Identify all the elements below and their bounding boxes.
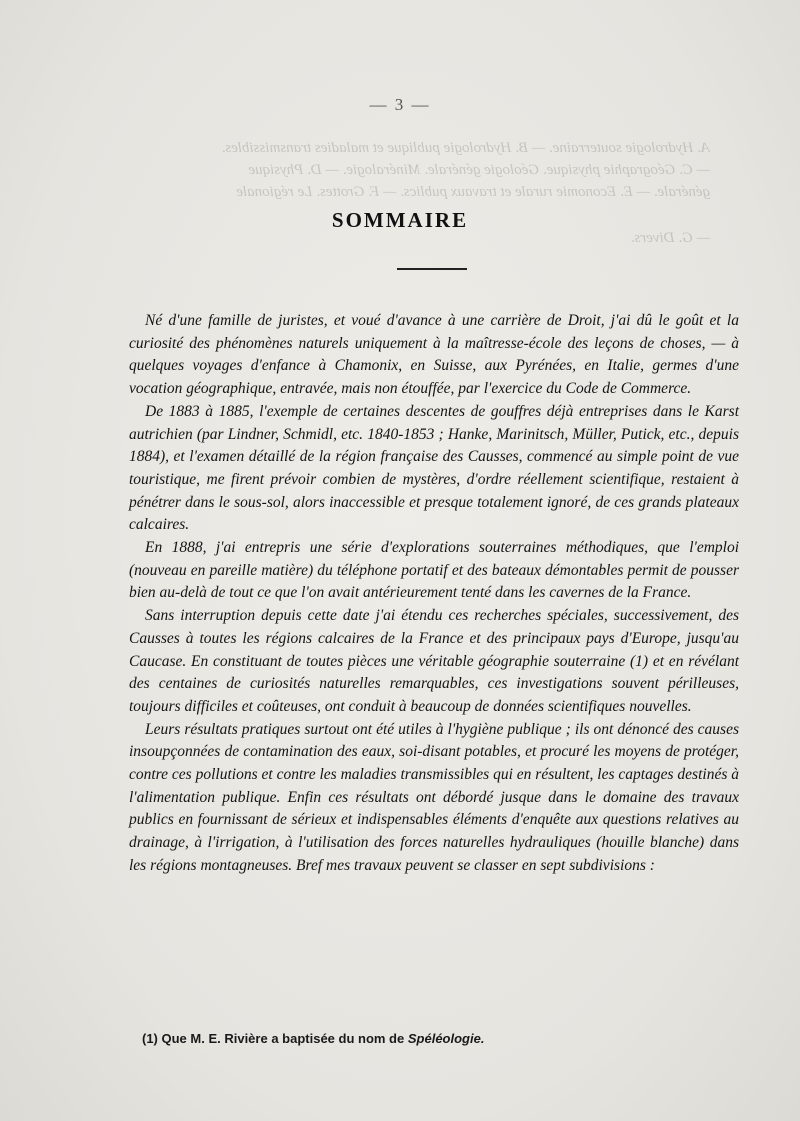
paragraph: Né d'une famille de juristes, et voué d'avance à une carrière de Droit, j'ai dû le goût et la curiosité des phénomènes naturels uniquement à la maîtresse-école des leçons de choses, — à quelques voyages d'enfance à Chamonix, en Suisse, aux Pyrénées, en Italie, germes d'une vocation géographique, entravée, mais non étouffée, par l'exercice du Code de Commerce.	[129, 312, 739, 398]
paragraph: Sans interruption depuis cette date j'ai étendu ces recherches spéciales, successivement, des Causses à toutes les régions calcaires de la France et des principaux pays d'Europe, jusqu'au Caucase. En constituant de toutes pièces une véritable géographie souterraine (1) et en révélant des centaines de curiosités naturelles remarquables, ces investigations souvent périlleuses, toujours difficiles et coûteuses, ont conduit à beaucoup de données scientifiques nouvelles.	[129, 607, 739, 715]
body-text	[129, 310, 739, 878]
paragraph: Leurs résultats pratiques surtout ont été utiles à l'hygiène publique ; ils ont dénoncé des causes insoupçonnées de contamination des eaux, soi-disant potables, et procuré les moyens de protéger, contre ces pollutions et contre les maladies transmissibles qui en résultent, les captages destinés à l'alimentation publique. Enfin ces résultats ont débordé jusque dans le domaine des travaux publics en fournissant de sérieux et indispensables éléments d'enquête aux questions relatives au drainage, à l'irrigation, à l'utilisation des forces naturelles hydrauliques (houille blanche) dans les régions montagneuses. Bref mes travaux peuvent se classer en sept subdivisions :	[129, 720, 739, 874]
page-title: SOMMAIRE	[331, 208, 469, 232]
title-divider	[397, 268, 467, 270]
bleed-through-line: — C. Géographie physique. Géologie générale. Minéralogie. — D. Physique	[248, 162, 710, 178]
footnote	[142, 1031, 742, 1046]
footnote-term: Spéléologie.	[407, 1031, 485, 1046]
bleed-through-line: générale. — E. Economie rurale et travaux publics. — F. Grottes. Le régionale	[236, 184, 710, 200]
paragraph: En 1888, j'ai entrepris une série d'explorations souterraines méthodiques, que l'emploi (nouveau en pareille matière) du téléphone portatif et des bateaux démontables permit de pousser bien au-delà de tout ce que l'on avait antérieurement tenté dans les cavernes de la France.	[129, 539, 739, 602]
paragraph: De 1883 à 1885, l'exemple de certaines descentes de gouffres déjà entreprises dans le Karst autrichien (par Lindner, Schmidl, etc. 1840-1853 ; Hanke, Marinitsch, Müller, Putick, etc., depuis 1884), et l'examen détaillé de la région française des Causses, commencé au simple point de vue touristique, me firent prévoir combien de mystères, d'ordre réellement scientifique, restaient à pénétrer dans le sous-sol, alors inaccessible et presque totalement ignoré, de ces grands plateaux calcaires.	[129, 402, 739, 534]
footnote-text: (1) Que M. E. Rivière a baptisée du nom de	[142, 1031, 405, 1046]
bleed-through-line: A. Hydrologie souterraine. — B. Hydrologie publique et maladies transmissibles.	[221, 140, 710, 156]
bleed-through-line: — G. Divers.	[630, 230, 710, 246]
page-number: — 3 —	[369, 95, 431, 114]
